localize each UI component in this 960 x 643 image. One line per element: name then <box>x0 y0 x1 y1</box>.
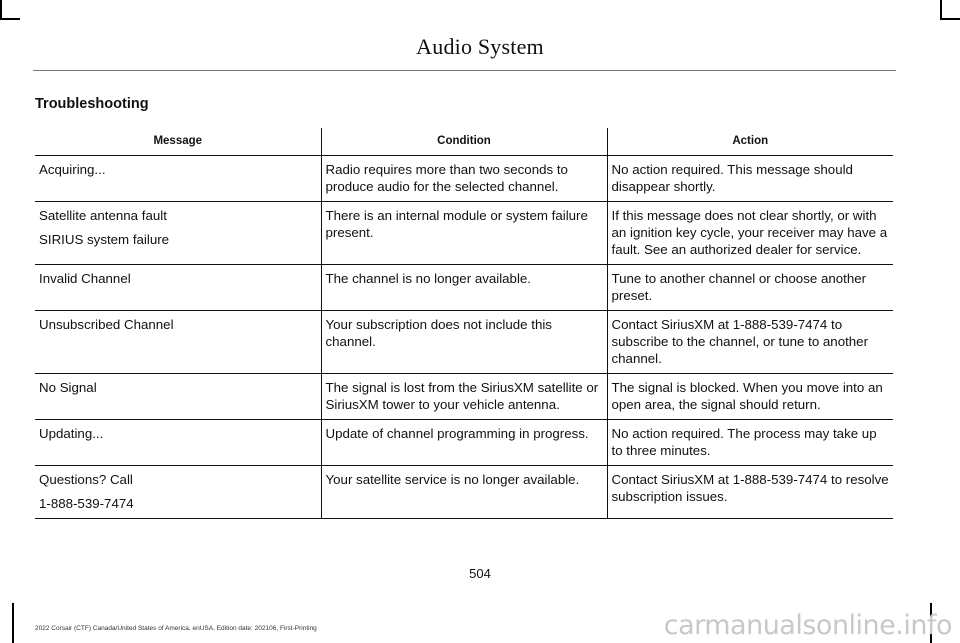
table-header-row <box>35 128 893 156</box>
message-cell <box>35 202 321 265</box>
message-text: No Signal <box>39 380 97 395</box>
action-cell: No action required. The process may take up to three minutes. <box>607 420 893 466</box>
message-text: Acquiring... <box>39 162 106 177</box>
column-header-message: Message <box>35 128 321 156</box>
message-text: Unsubscribed Channel <box>39 317 174 332</box>
crop-mark <box>940 18 960 20</box>
table-row <box>35 311 893 374</box>
table-row <box>35 466 893 519</box>
header-divider <box>33 70 896 71</box>
table-row <box>35 374 893 420</box>
troubleshooting-table <box>35 128 893 519</box>
table-row <box>35 156 893 202</box>
crop-mark <box>0 0 2 20</box>
message-cell <box>35 374 321 420</box>
section-title: Troubleshooting <box>35 96 149 112</box>
message-cell <box>35 466 321 519</box>
condition-cell: Radio requires more than two seconds to produce audio for the selected channel. <box>321 156 607 202</box>
column-header-action: Action <box>607 128 893 156</box>
condition-cell: The channel is no longer available. <box>321 265 607 311</box>
footer-edition-text: 2022 Corsair (CTF) Canada/United States of America, enUSA, Edition date: 202106, First-Printing <box>35 625 317 632</box>
message-text: Questions? Call <box>39 472 133 487</box>
page-number: 504 <box>469 566 491 581</box>
crop-mark <box>0 18 20 20</box>
message-text: Satellite antenna fault <box>39 208 167 223</box>
message-cell <box>35 420 321 466</box>
condition-cell: Update of channel programming in progress. <box>321 420 607 466</box>
message-text: Updating... <box>39 426 104 441</box>
column-header-condition: Condition <box>321 128 607 156</box>
message-text: Invalid Channel <box>39 271 131 286</box>
page-header-title: Audio System <box>416 34 544 59</box>
action-cell: If this message does not clear shortly, or with an ignition key cycle, your receiver may have a fault. See an authorized dealer for service. <box>607 202 893 265</box>
crop-mark <box>940 0 942 20</box>
action-cell: Contact SiriusXM at 1-888-539-7474 to resolve subscription issues. <box>607 466 893 519</box>
message-cell <box>35 265 321 311</box>
table-row <box>35 202 893 265</box>
condition-cell: The signal is lost from the SiriusXM satellite or SiriusXM tower to your vehicle antenna. <box>321 374 607 420</box>
crop-mark <box>12 603 14 643</box>
action-cell: Tune to another channel or choose another preset. <box>607 265 893 311</box>
condition-cell: Your satellite service is no longer available. <box>321 466 607 519</box>
message-cell <box>35 156 321 202</box>
table-row <box>35 265 893 311</box>
condition-cell: There is an internal module or system failure present. <box>321 202 607 265</box>
action-cell: No action required. This message should disappear shortly. <box>607 156 893 202</box>
message-cell <box>35 311 321 374</box>
condition-cell: Your subscription does not include this channel. <box>321 311 607 374</box>
message-text: 1-888-539-7474 <box>39 496 134 511</box>
action-cell: Contact SiriusXM at 1-888-539-7474 to subscribe to the channel, or tune to another channel. <box>607 311 893 374</box>
table-row <box>35 420 893 466</box>
watermark: carmanualsonline.info <box>663 610 952 641</box>
action-cell: The signal is blocked. When you move into an open area, the signal should return. <box>607 374 893 420</box>
message-text: SIRIUS system failure <box>39 232 170 247</box>
